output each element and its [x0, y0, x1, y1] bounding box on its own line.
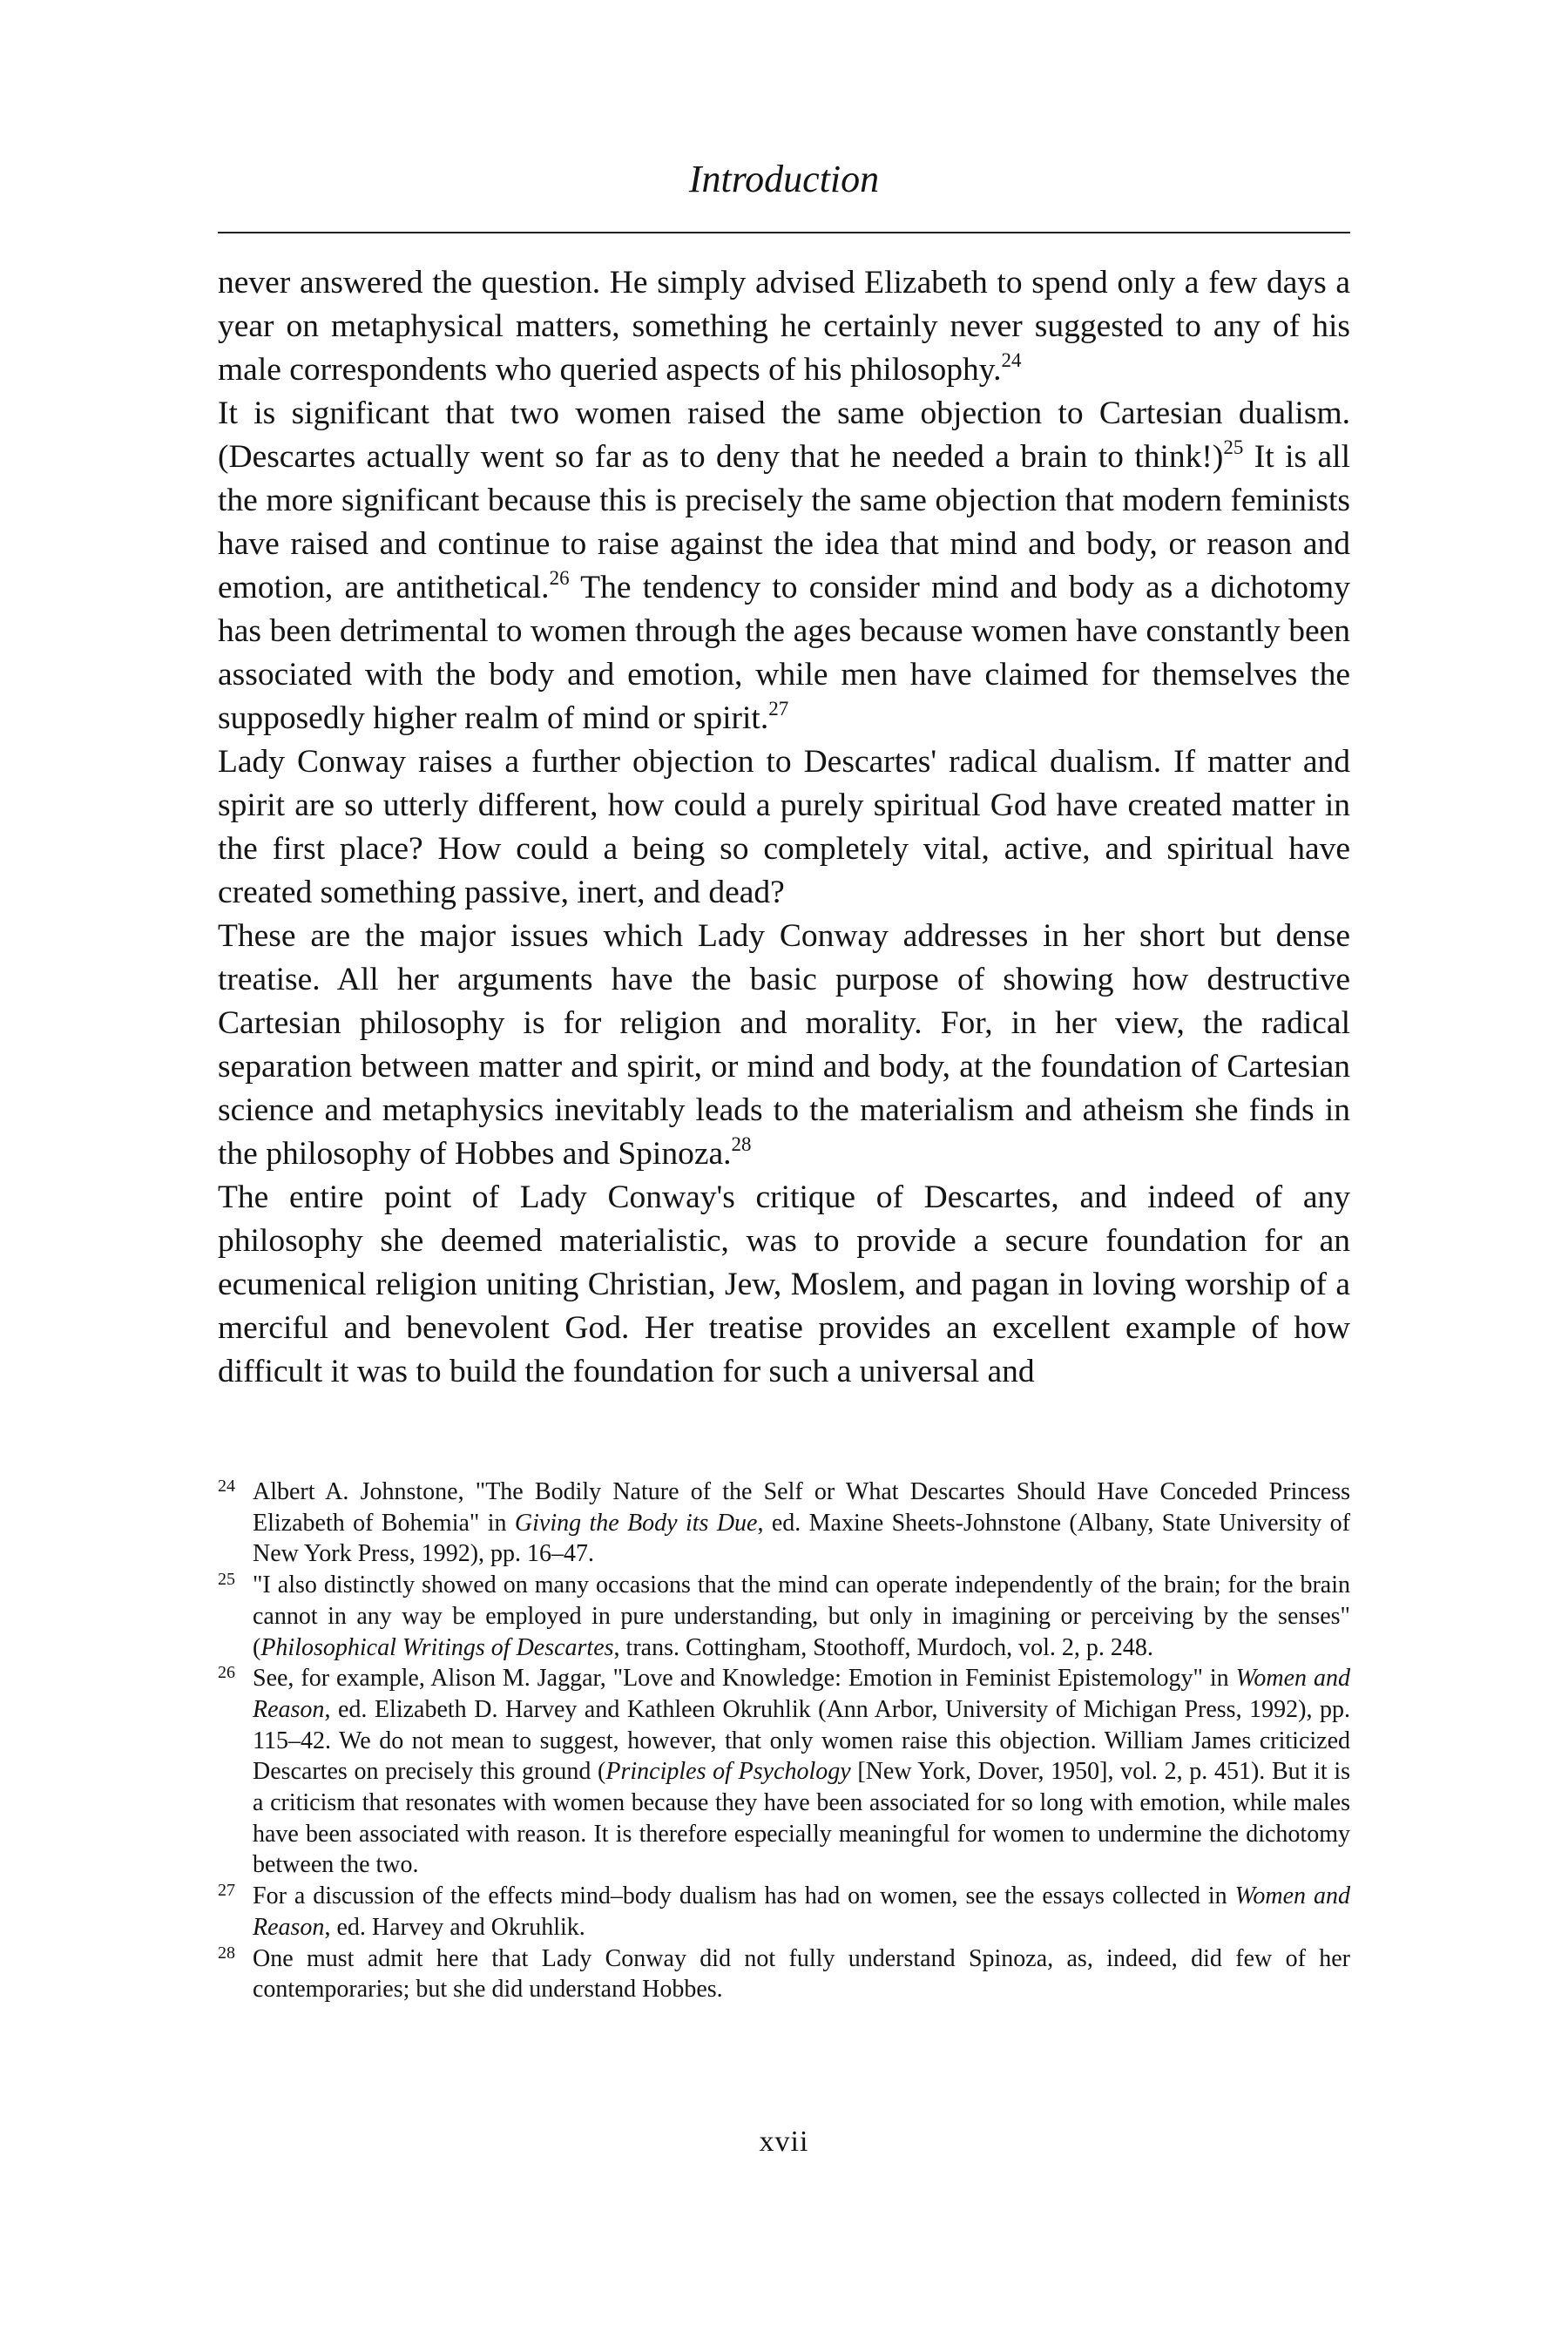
italic-title: Women and Reason: [253, 1665, 1350, 1723]
footnote-25: [218, 1570, 1350, 1663]
footnote-27: [218, 1881, 1350, 1943]
text-run: These are the major issues which Lady Conway addresses in her short but dense treatise. All her arguments have the basic purpose of showing how destructive Cartesian philosophy is for religion and morality. For, in her view, the radical separation between matter and spirit, or mind and body, at the foundation of Cartesian science and metaphysics inevitably leads to the materialism and atheism she finds in the philosophy of Hobbes and Spinoza.: [218, 918, 1350, 1172]
header-rule: [218, 232, 1350, 233]
paragraph-5: [218, 1176, 1350, 1394]
footnote-number: 27: [218, 1881, 235, 1901]
text-run: The entire point of Lady Conway's critique of Descartes, and indeed of any philosophy she deemed materialistic, was to provide a secure foundation for an ecumenical religion uniting Christian, Jew, Moslem, and pagan in loving worship of a merciful and benevolent God. Her treatise provides an excellent example of how difficult it was to build the foundation for such a universal and: [218, 1179, 1350, 1389]
text-run: It is all the more significant because this is precisely the same objection that modern feminists have raised and continue to raise against the idea that mind and body, or reason and emotion, are antithetical.: [218, 439, 1351, 605]
footnote-24: [218, 1477, 1350, 1570]
text-run: It is significant that two women raised the same objection to Cartesian dualism. (Descartes actually went so far as to deny that he needed a brain to think!): [218, 395, 1350, 475]
footnote-number: 28: [218, 1943, 235, 1963]
italic-title: Giving the Body its Due: [514, 1509, 758, 1537]
italic-title: Women and Reason: [253, 1882, 1350, 1941]
text-run: Lady Conway raises a further objection to Descartes' radical dualism. If matter and spirit are so utterly different, how could a purely spiritual God have created matter in the first place? How could a being so completely vital, active, and spiritual have created something passive, inert, and dead?: [218, 744, 1350, 910]
text-run: , ed. Elizabeth D. Harvey and Kathleen Okruhlik (Ann Arbor, University of Michigan Press, 1992), pp. 115–42. We do not mean to suggest, however, that only women raise this objection. William James criticized Descartes on precisely this ground (: [253, 1695, 1350, 1786]
footnote-ref-25: 25: [1223, 436, 1244, 458]
page-number: xvii: [759, 2126, 809, 2158]
running-head: Introduction: [688, 158, 880, 200]
paragraph-1: [218, 261, 1350, 392]
paragraph-2: [218, 392, 1350, 740]
footnote-ref-26: 26: [549, 567, 570, 589]
footnote-number: 25: [218, 1570, 235, 1590]
text-run: "I also distinctly showed on many occasions that the mind can operate independently of the brain; for the brain cannot in any way be employed in pure understanding, but only in imagining or perceiving by the senses" (: [253, 1571, 1350, 1661]
footnote-28: [218, 1943, 1350, 2005]
footnote-ref-28: 28: [731, 1133, 752, 1155]
footnote-ref-24: 24: [1001, 349, 1022, 371]
italic-title: Principles of Psychology: [605, 1758, 851, 1786]
italic-title: Philosophical Writings of Descartes: [260, 1633, 614, 1661]
text-run: , ed. Harvey and Okruhlik.: [324, 1913, 585, 1941]
paragraph-3: [218, 740, 1350, 915]
text-run: The tendency to consider mind and body as a dichotomy has been detrimental to women through the ages because women have constantly been associated with the body and emotion, while men have claimed for themselves the supposedly higher realm of mind or spirit.: [218, 570, 1350, 736]
text-run: See, for example, Alison M. Jaggar, "Love and Knowledge: Emotion in Feminist Epistemology" in: [253, 1665, 1236, 1693]
text-run: [New York, Dover, 1950], vol. 2, p. 451). But it is a criticism that resonates with women because they have been associated for so long with emotion, while males have been associated with reason. It is therefore especially meaningful for women to undermine the dichotomy between the two.: [253, 1758, 1351, 1879]
text-run: never answered the question. He simply advised Elizabeth to spend only a few days a year on metaphysical matters, something he certainly never suggested to any of his male correspondents who queried aspects of his philosophy.: [218, 265, 1350, 388]
main-text: [218, 261, 1350, 1394]
text-run: For a discussion of the effects mind–body dualism has had on women, see the essays collected in: [253, 1882, 1235, 1910]
text-run: , ed. Maxine Sheets-Johnstone (Albany, State University of New York Press, 1992), pp. 16–47.: [253, 1509, 1350, 1568]
footnote-26: [218, 1663, 1350, 1881]
text-run: , trans. Cottingham, Stoothoff, Murdoch, vol. 2, p. 248.: [613, 1633, 1153, 1661]
text-run: Albert A. Johnstone, "The Bodily Nature of the Self or What Descartes Should Have Conceded Princess Elizabeth of Bohemia" in: [253, 1478, 1350, 1537]
footnotes: [218, 1477, 1350, 2005]
paragraph-4: [218, 915, 1350, 1176]
text-run: One must admit here that Lady Conway did not fully understand Spinoza, as, indeed, did few of her contemporaries; but she did understand Hobbes.: [253, 1944, 1350, 2004]
footnote-number: 24: [218, 1477, 235, 1496]
footnote-number: 26: [218, 1663, 235, 1683]
footnote-ref-27: 27: [768, 698, 789, 720]
